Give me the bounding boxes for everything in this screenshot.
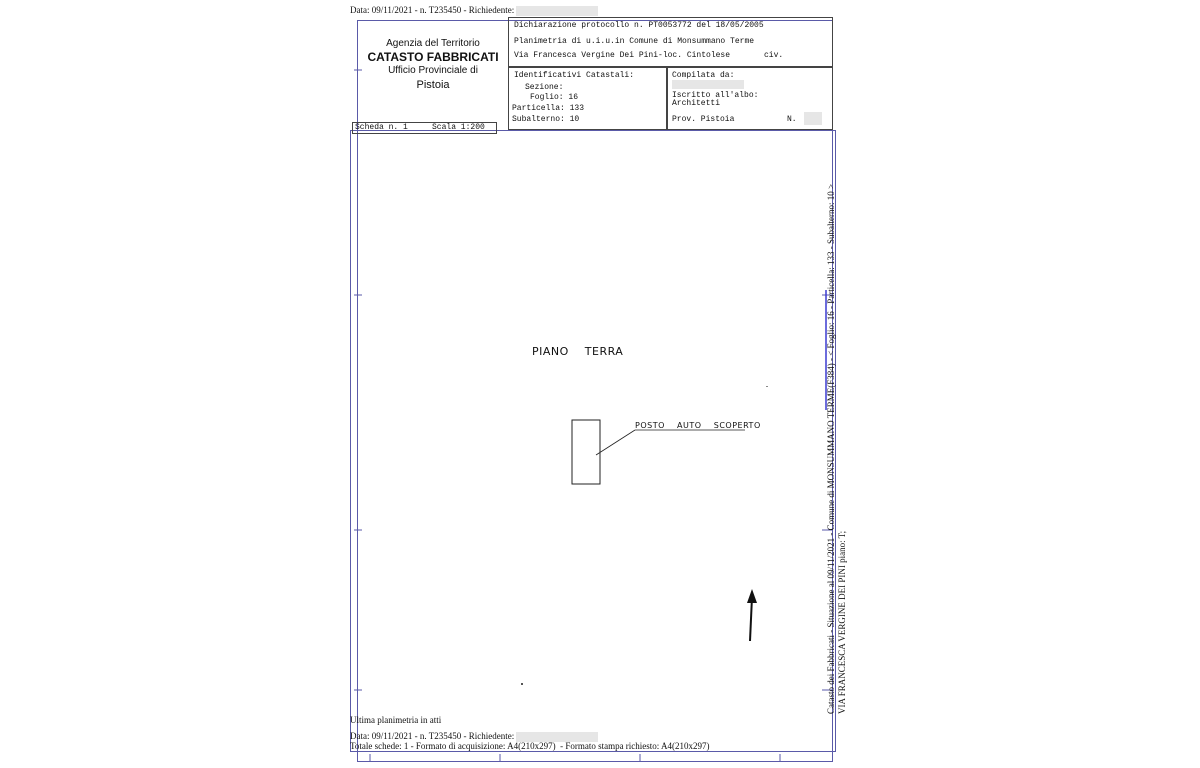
floor-label: PIANO TERRA: [532, 345, 624, 358]
side-text-line2: VIA FRANCESCA VERGINE DEI PINI piano: T;: [837, 530, 847, 714]
compilata-iscritto: Iscritto all'albo:: [672, 91, 759, 100]
catastali-title: Identificativi Catastali:: [514, 71, 635, 80]
declaration-address: Via Francesca Vergine Dei Pini-loc. Cintolese: [514, 51, 731, 60]
side-text-line1: Catasto dei Fabbricati - Situazione al 09/11/2021 - Comune di MONSUMMANO TERME(F384) - < Foglio: 16 - Particella: 133 - Subalterno: 10 >: [826, 183, 836, 714]
declaration-civ: civ.: [764, 51, 784, 60]
catastali-particella: Particella: 133: [512, 104, 585, 113]
compilata-albo: Architetti: [672, 99, 721, 108]
catastali-foglio: Foglio: 16: [530, 93, 579, 102]
redacted-compiler: [672, 80, 744, 89]
scheda-scale: Scala 1:200: [432, 123, 485, 132]
agency-block: [360, 37, 506, 93]
compilata-prov: Prov. Pistoia: [672, 115, 735, 124]
compilata-label: Compilata da:: [672, 71, 735, 80]
footer-ultima: Ultima planimetria in atti: [350, 715, 442, 725]
scheda-number: Scheda n. 1: [355, 123, 408, 132]
agency-name: Agenzia del Territorio: [386, 38, 480, 49]
parking-space-drawing: [560, 410, 760, 500]
top-header-text: Data: 09/11/2021 - n. T235450 - Richiedente:: [350, 5, 515, 15]
declaration-planimetria: Planimetria di u.i.u.in Comune di Monsummano Terme: [514, 37, 755, 46]
parking-label: POSTO AUTO SCOPERTO: [635, 421, 761, 430]
plan-dot: [766, 386, 768, 387]
catastali-sezione: Sezione:: [525, 83, 564, 92]
plan-dot: [521, 683, 523, 685]
north-arrow-icon: [740, 585, 764, 645]
redacted-number: [804, 112, 822, 125]
declaration-protocol: Dichiarazione protocollo n. PT0053772 del 18/05/2005: [514, 21, 764, 30]
catastali-subalterno: Subalterno: 10: [512, 115, 580, 124]
footer-totale: Totale schede: 1 - Formato di acquisizione: A4(210x297) - Formato stampa richiesto: A4(210x297): [350, 741, 710, 751]
agency-catasto: CATASTO FABBRICATI: [367, 50, 499, 64]
footer-data-text: Data: 09/11/2021 - n. T235450 - Richiedente:: [350, 731, 515, 741]
compilata-n: N.: [787, 115, 797, 124]
side-text: [826, 154, 848, 714]
agency-province: Pistoia: [416, 79, 450, 91]
agency-office: Ufficio Provinciale di: [388, 65, 478, 76]
